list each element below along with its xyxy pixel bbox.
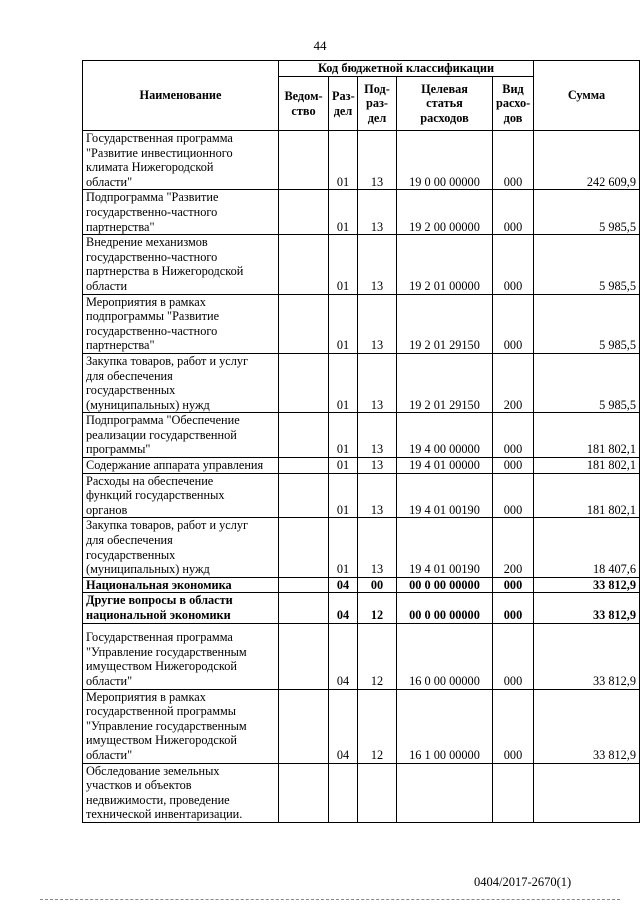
row-podrazdel: 13 [358,458,397,474]
row-celevaya-statya [397,763,493,822]
table-row [83,413,640,458]
row-vid-rashodov: 000 [493,413,534,458]
row-name-line: области [86,278,128,293]
row-vid-rashodov: 000 [493,294,534,353]
row-razdel: 04 [329,577,358,593]
row-podrazdel: 12 [358,689,397,763]
row-vedomstvo [279,294,329,353]
row-name-line: органов [86,502,128,517]
row-summa: 33 812,9 [534,593,640,623]
row-name [83,577,279,593]
row-podrazdel: 00 [358,577,397,593]
row-razdel: 01 [329,473,358,518]
row-summa: 5 985,5 [534,235,640,294]
table-row [83,689,640,763]
row-name-line: для обеспечения [86,533,173,548]
table-row [83,353,640,412]
row-celevaya-statya: 19 2 01 29150 [397,353,493,412]
row-razdel: 01 [329,131,358,190]
row-name-line: Национальная экономика [86,577,232,592]
row-vid-rashodov: 000 [493,458,534,474]
row-vid-rashodov [493,763,534,822]
row-name-line: "Развитие инвестиционного [86,145,233,160]
row-razdel: 04 [329,623,358,689]
row-name [83,353,279,412]
header-name: Наименование [83,61,279,131]
row-vedomstvo [279,235,329,294]
row-name [83,689,279,763]
row-celevaya-statya: 00 0 00 00000 [397,593,493,623]
row-vedomstvo [279,518,329,577]
table-row [83,593,640,623]
row-summa: 242 609,9 [534,131,640,190]
row-name [83,518,279,577]
row-vid-rashodov: 000 [493,593,534,623]
row-vid-rashodov: 000 [493,689,534,763]
header-vid: Вид расхо- дов [493,77,534,131]
row-celevaya-statya: 19 4 01 00190 [397,473,493,518]
row-name-line: Содержание аппарата управления [86,458,264,473]
table-row [83,623,640,689]
row-vedomstvo [279,458,329,474]
row-summa: 5 985,5 [534,190,640,235]
row-razdel: 04 [329,689,358,763]
row-celevaya-statya: 16 0 00 00000 [397,623,493,689]
row-name-line: климата Нижегородской [86,160,214,175]
row-name [83,458,279,474]
budget-table [82,60,640,823]
header-celevaya: Целевая статья расходов [397,77,493,131]
row-name [83,413,279,458]
scan-artifact-line [40,899,620,900]
row-summa [534,763,640,822]
row-summa: 5 985,5 [534,353,640,412]
row-vedomstvo [279,473,329,518]
row-name-line: (муниципальных) нужд [86,562,210,577]
row-podrazdel: 12 [358,623,397,689]
table-row [83,763,640,822]
row-name-line: государственно-частного [86,204,218,219]
header-summa: Сумма [534,61,640,131]
row-podrazdel: 13 [358,190,397,235]
row-name-line: Закупка товаров, работ и услуг [86,353,249,368]
row-celevaya-statya: 19 0 00 00000 [397,131,493,190]
row-summa: 33 812,9 [534,689,640,763]
row-celevaya-statya: 00 0 00 00000 [397,577,493,593]
row-summa: 181 802,1 [534,413,640,458]
row-celevaya-statya: 19 2 00 00000 [397,190,493,235]
row-razdel: 01 [329,518,358,577]
row-summa: 181 802,1 [534,473,640,518]
row-name [83,190,279,235]
row-vedomstvo [279,623,329,689]
row-name-line: партнерства" [86,219,155,234]
row-summa: 18 407,6 [534,518,640,577]
row-vid-rashodov: 000 [493,577,534,593]
header-group: Код бюджетной классификации [279,61,534,77]
row-name-line: Мероприятия в рамках [86,689,206,704]
row-vedomstvo [279,763,329,822]
row-summa: 33 812,9 [534,623,640,689]
row-name-line: Обследование земельных [86,763,220,778]
table-row [83,518,640,577]
row-name [83,131,279,190]
row-name-line: Подпрограмма "Обеспечение [86,413,240,428]
row-name-line: партнерства в Нижегородской [86,264,244,279]
row-summa: 181 802,1 [534,458,640,474]
row-celevaya-statya: 19 4 01 00000 [397,458,493,474]
header-razdel: Раз- дел [329,77,358,131]
row-vid-rashodov: 000 [493,623,534,689]
table-body [83,131,640,823]
row-name-line: "Управление государственным [86,718,247,733]
row-name-line: для обеспечения [86,368,173,383]
row-razdel: 01 [329,413,358,458]
row-podrazdel: 13 [358,131,397,190]
row-celevaya-statya: 19 2 01 00000 [397,235,493,294]
row-summa: 33 812,9 [534,577,640,593]
row-name-line: партнерства" [86,338,155,353]
table-row [83,473,640,518]
table-row [83,131,640,190]
row-vid-rashodov: 000 [493,235,534,294]
row-podrazdel: 13 [358,353,397,412]
row-name-line: имуществом Нижегородской [86,733,237,748]
row-name-line: имуществом Нижегородской [86,659,237,674]
row-summa: 5 985,5 [534,294,640,353]
row-name-line: Государственная программа [86,131,233,145]
row-podrazdel: 13 [358,518,397,577]
row-name-line: (муниципальных) нужд [86,397,210,412]
row-name-line: Расходы на обеспечение [86,473,214,488]
row-name [83,763,279,822]
row-razdel: 04 [329,593,358,623]
row-vedomstvo [279,190,329,235]
row-vedomstvo [279,593,329,623]
row-name-line: государственных [86,547,176,562]
row-name-line: Государственная программа [86,630,233,645]
row-razdel: 01 [329,353,358,412]
row-razdel [329,763,358,822]
row-name-line: технической инвентаризации. [86,807,243,822]
row-name-line: государственно-частного [86,249,218,264]
row-name-line: государственной программы [86,704,237,719]
row-vedomstvo [279,577,329,593]
row-celevaya-statya: 19 2 01 29150 [397,294,493,353]
row-name-line: Внедрение механизмов [86,235,208,250]
row-name [83,593,279,623]
table-row [83,190,640,235]
row-name [83,294,279,353]
row-razdel: 01 [329,190,358,235]
row-podrazdel: 13 [358,235,397,294]
row-vid-rashodov: 000 [493,473,534,518]
header-vedomstvo: Ведом- ство [279,77,329,131]
row-podrazdel: 13 [358,413,397,458]
row-name-line: области" [86,674,133,688]
row-vedomstvo [279,689,329,763]
table-row [83,294,640,353]
row-podrazdel: 12 [358,593,397,623]
row-name-line: национальной экономики [86,608,231,622]
row-razdel: 01 [329,458,358,474]
row-name-line: программы" [86,442,151,457]
row-name-line: "Управление государственным [86,644,247,659]
row-name-line: Другие вопросы в области [86,593,233,608]
table-row [83,458,640,474]
row-vid-rashodov: 200 [493,353,534,412]
row-podrazdel [358,763,397,822]
row-celevaya-statya: 16 1 00 00000 [397,689,493,763]
table-row [83,577,640,593]
row-vedomstvo [279,353,329,412]
row-podrazdel: 13 [358,294,397,353]
row-celevaya-statya: 19 4 00 00000 [397,413,493,458]
table-row [83,235,640,294]
row-name-line: недвижимости, проведение [86,792,230,807]
row-name [83,623,279,689]
row-name-line: государственных [86,383,176,398]
row-razdel: 01 [329,294,358,353]
row-celevaya-statya: 19 4 01 00190 [397,518,493,577]
row-vedomstvo [279,131,329,190]
row-vid-rashodov: 000 [493,190,534,235]
row-vedomstvo [279,413,329,458]
row-name-line: Мероприятия в рамках [86,294,206,309]
row-name-line: Закупка товаров, работ и услуг [86,518,249,533]
row-podrazdel: 13 [358,473,397,518]
row-name-line: Подпрограмма "Развитие [86,190,219,205]
document-code: 0404/2017-2670(1) [474,875,572,889]
header-podrazdel: Под- раз- дел [358,77,397,131]
row-name-line: подпрограммы "Развитие [86,309,220,324]
row-name-line: области" [86,747,133,762]
row-name-line: области" [86,174,133,189]
page-number: 44 [313,38,327,53]
row-name-line: функций государственных [86,488,225,503]
row-name-line: государственно-частного [86,323,218,338]
row-name-line: участков и объектов [86,778,192,793]
row-vid-rashodov: 000 [493,131,534,190]
row-name [83,473,279,518]
row-razdel: 01 [329,235,358,294]
row-vid-rashodov: 200 [493,518,534,577]
row-name-line: реализации государственной [86,427,237,442]
row-name [83,235,279,294]
